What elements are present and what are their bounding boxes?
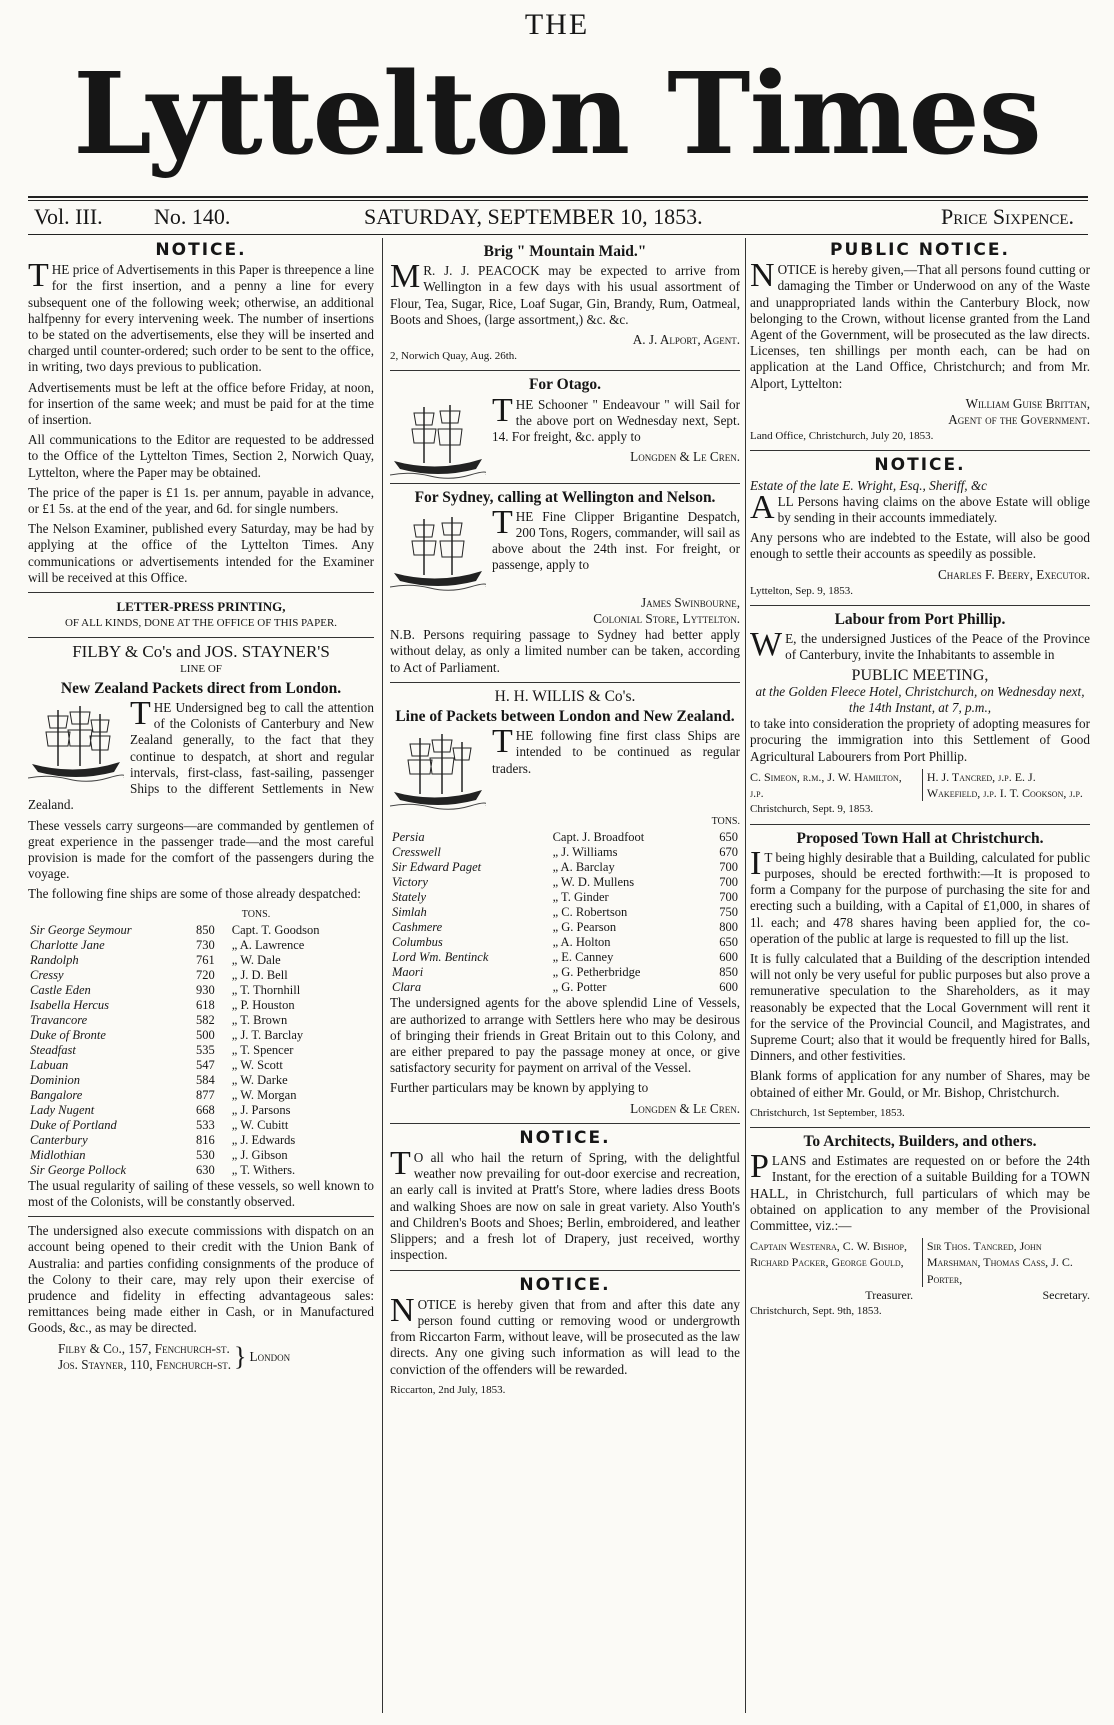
ship-tons: 630 (196, 1162, 215, 1177)
column-2 (390, 240, 740, 1710)
labour-heading: Labour from Port Phillip. (834, 611, 1006, 629)
ship-captain: „ T. Ginder (552, 890, 609, 905)
labour-paragraph: to take into consideration the propriety of adopting measures for procuring the immigration into this Settlement of Good Agricultural Labourers from Port Phillip. (750, 716, 1090, 764)
table-row (28, 1118, 374, 1133)
notice3-date: Riccarton, 2nd July, 1853. (390, 1383, 506, 1396)
willis-heading: H. H. WILLIS & Co's. (494, 687, 636, 705)
ship-engraving-icon (390, 730, 486, 812)
architects-heading: To Architects, Builders, and others. (803, 1132, 1037, 1150)
ship-name: Clara (392, 980, 422, 995)
column-divider-1 (382, 238, 383, 1713)
table-row (28, 1133, 374, 1148)
signature-line: Filby & Co., 157, Fenchurch-st. (58, 1340, 230, 1356)
table-row (28, 1148, 374, 1163)
divider (390, 1123, 740, 1124)
tons-label: TONS. (711, 816, 740, 828)
table-row (28, 1103, 374, 1118)
brig-paragraph: MR. J. J. PEACOCK may be expected to arrive from Wellington in a few days with his usual assortment of Flour, Tea, Sugar, Rice, Loaf Sugar, Gin, Brandy, Rum, Oatmeal, Boots and Shoes, (large assortment,) &c. &c. (390, 258, 740, 327)
estate-paragraph: Any persons who are indebted to the Estate, will also be good enough to settle their accounts as speedily as possible. (750, 530, 1090, 562)
otago-heading: For Otago. (528, 376, 602, 394)
notice2-heading: NOTICE. (519, 1127, 611, 1148)
estate-signature: Charles F. Beery, Executor. (937, 566, 1090, 582)
willis-paragraph: Further particulars may be known by applying to (390, 1080, 649, 1096)
sydney-heading: For Sydney, calling at Wellington and Nelson. (414, 488, 716, 506)
table-row (28, 998, 374, 1013)
ship-name: Labuan (30, 1057, 69, 1072)
ship-captain: Capt. J. Broadfoot (552, 830, 645, 845)
townhall-date: Christchurch, 1st September, 1853. (750, 1106, 905, 1119)
willis-paragraph: THE following fine first class Ships are intended to be continued as regular traders. (492, 723, 740, 776)
masthead-the: THE (524, 8, 590, 41)
willis-paragraph: The undersigned agents for the above splendid Line of Vessels, are authorized to arrange with Settlers here who may be desirous of bringing their friends in Great Britain out to this Colony, and are either prepared to pay the passage money at once, or give satisfactory security for payment on arrival of the Vessel. (390, 995, 740, 1076)
ship-tons: 816 (196, 1132, 215, 1147)
secretary-label: Secretary. (1042, 1287, 1090, 1302)
table-row (28, 1058, 374, 1073)
dateline-rule (28, 234, 1088, 235)
filby-paragraph: The usual regularity of sailing of these vessels, so well known to most of the Colonists, will be constantly observed. (28, 1177, 374, 1209)
architects-date: Christchurch, Sept. 9th, 1853. (750, 1304, 882, 1317)
willis-title: Line of Packets between London and New Zealand. (395, 708, 735, 726)
ship-name: Randolph (30, 952, 79, 967)
notice-paragraph: Advertisements must be left at the office before Friday, at noon, for insertion of the same week; and must be paid for at the time of insertion. (28, 379, 374, 428)
architects-paragraph: PLANS and Estimates are requested on or before the 24th Instant, for the erection of a suitable Building for a TOWN HALL, in Christchurch, full particulars of which may be obtained on application to any member of the Provisional Committee, viz.:— (750, 1148, 1090, 1233)
labour-signatories (750, 769, 1090, 801)
labour-date: Christchurch, Sept. 9, 1853. (750, 803, 874, 816)
letterpress-subheading: OF ALL KINDS, DONE AT THE OFFICE OF THIS PAPER. (64, 617, 338, 630)
ship-captain: „ T. Spencer (231, 1042, 294, 1057)
ship-tons: 584 (196, 1072, 215, 1087)
top-rule (28, 196, 1088, 198)
notice-paragraph: THE price of Advertisements in this Paper is threepence a line for the first insertion, and a penny a line for every subsequent one of the following week; otherwise, an additional halfpenny for every intervening week. The number of insertions to be stated on the advertisements, else they will be inserted and charged until counter-ordered; such order to be sent to the office, in writing, two days previous to publication. (28, 257, 374, 375)
notice3-paragraph: NOTICE is hereby given that from and after this date any person found cutting or removing wood or undergrowth from Riccarton Farm, without leave, will be prosecuted as the law directs. Any one giving such information as will lead to the conviction of the offenders will be rewarded. (390, 1291, 740, 1377)
london-label: London (249, 1348, 291, 1364)
ship-tons: 600 (719, 980, 738, 995)
ship-name: Charlotte Jane (30, 937, 105, 952)
table-row (28, 1088, 374, 1103)
ship-tons: 750 (719, 905, 738, 920)
table-row (390, 845, 740, 860)
table-row (390, 965, 740, 980)
ship-tons: 600 (719, 950, 738, 965)
otago-paragraph: THE Schooner " Endeavour " will Sail for the above port on Wednesday next, Sept. 14. For freight, &c. apply to (492, 391, 740, 445)
public-notice-date: Land Office, Christchurch, July 20, 1853. (750, 430, 934, 443)
sydney-paragraph: THE Fine Clipper Brigantine Despatch, 200 Tons, Rogers, commander, will sail as above about the 24th inst. For freight, or passenge, apply to (492, 503, 740, 573)
divider (28, 592, 374, 593)
ship-captain: „ J. Edwards (231, 1132, 296, 1147)
ship-name: Simlah (392, 905, 427, 920)
table-row (390, 905, 740, 920)
ship-tons: 730 (196, 937, 215, 952)
estate-subheading: Estate of the late E. Wright, Esq., Sheriff, &c (750, 477, 987, 493)
table-row (28, 938, 374, 953)
ship-captain: „ J. Gibson (231, 1147, 288, 1162)
table-row (28, 1013, 374, 1028)
issue-date: SATURDAY, SEPTEMBER 10, 1853. (364, 204, 703, 229)
ship-name: Sir George Seymour (30, 922, 132, 937)
table-row (28, 1073, 374, 1088)
signatories-left: C. Simeon, r.m., J. W. Hamilton, j.p. (750, 769, 902, 801)
sydney-signature: James Swinbourne, (640, 594, 740, 610)
brig-heading: Brig " Mountain Maid." (483, 243, 647, 260)
architects-roles (750, 1287, 1090, 1303)
ship-tons: 761 (196, 952, 215, 967)
filby-line-of: LINE OF (180, 662, 222, 675)
ship-captain: Capt. T. Goodson (231, 922, 320, 937)
ship-name: Bangalore (30, 1087, 83, 1102)
ship-captain: „ W. Morgan (231, 1087, 297, 1102)
ship-name: Duke of Portland (30, 1117, 117, 1132)
table-row (28, 983, 374, 998)
divider (28, 1216, 374, 1217)
ship-captain: „ W. D. Mullens (552, 875, 635, 890)
table-row (390, 920, 740, 935)
table-row (28, 953, 374, 968)
table-row (390, 935, 740, 950)
public-notice-paragraph: NOTICE is hereby given,—That all persons found cutting or damaging the Timber or Underwood on any of the Waste and unappropriated lands within the Canterbury Block, now belonging to the Crown, without license granted from the Land Agent of the Government, will be prosecuted as the law directs. Licenses, ten shillings per month each, can be had on application at the Land Office, Christchurch; and from Mr. Alport, Lyttelton: (750, 257, 1090, 391)
divider (390, 1270, 740, 1271)
ship-name: Castle Eden (30, 982, 91, 997)
ship-tons: 850 (719, 965, 738, 980)
willis-ship-table (390, 830, 740, 995)
ship-tons: 700 (719, 875, 738, 890)
public-notice-signature: William Guise Brittan, (965, 395, 1090, 411)
ship-tons: 720 (196, 967, 215, 982)
filby-paragraph: The undersigned also execute commissions with dispatch on an account being opened to their credit with the Union Bank of Australia: and parties confiding consignments of the produce of the Colony to their care, may rely upon their exercise of prudence and fidelity in effecting advantageous sales: remittances being made either in Cash, or in Manufactured Goods, &c., as may be directed. (28, 1223, 374, 1336)
ship-name: Cressy (30, 967, 64, 982)
table-row (390, 950, 740, 965)
ship-name: Victory (392, 875, 428, 890)
ship-tons: 800 (719, 920, 738, 935)
ship-tons: 930 (196, 982, 215, 997)
ship-tons: 500 (196, 1027, 215, 1042)
ship-name: Duke of Bronte (30, 1027, 106, 1042)
divider (750, 450, 1090, 451)
ship-captain: „ A. Holton (552, 935, 611, 950)
willis-signature: Longden & Le Cren. (630, 1100, 740, 1116)
ship-tons: 877 (196, 1087, 215, 1102)
ship-captain: „ W. Darke (231, 1072, 288, 1087)
divider (390, 682, 740, 683)
labour-location: at the Golden Fleece Hotel, Christchurch, on Wednesday next, the 14th Instant, at 7, p.m., (755, 683, 1085, 716)
ship-tons: 547 (196, 1057, 215, 1072)
ship-name: Cresswell (392, 845, 441, 860)
table-row (28, 1028, 374, 1043)
divider (28, 637, 374, 638)
issue-number: No. 140. (154, 204, 231, 229)
brig-date: 2, Norwich Quay, Aug. 26th. (390, 350, 517, 363)
treasurer-label: Treasurer. (865, 1287, 914, 1302)
public-notice-heading: PUBLIC NOTICE. (830, 240, 1010, 260)
notice-heading: NOTICE. (155, 240, 247, 260)
table-row (390, 980, 740, 995)
ship-name: Cashmere (392, 920, 443, 935)
ship-captain: „ J. D. Bell (231, 967, 288, 982)
table-row (390, 830, 740, 845)
table-row (28, 968, 374, 983)
filby-heading: FILBY & Co's and JOS. STAYNER'S (72, 642, 330, 662)
ship-tons: 850 (196, 922, 215, 937)
notice-paragraph: The price of the paper is £1 1s. per annum, payable in advance, or £1 5s. at the end of the year, and 6d. for single numbers. (28, 484, 374, 517)
ship-name: Persia (392, 830, 425, 845)
labour-meeting: PUBLIC MEETING, (851, 666, 989, 684)
townhall-heading: Proposed Town Hall at Christchurch. (796, 829, 1044, 847)
architects-committee (750, 1238, 1090, 1287)
ship-engraving-icon (390, 399, 486, 481)
divider (750, 824, 1090, 825)
table-row (28, 1163, 374, 1178)
filby-signature: Filby & Co., 157, Fenchurch-st. Jos. Stayner, 110, Fenchurch-st. } London (58, 1340, 291, 1372)
divider (750, 1127, 1090, 1128)
ship-name: Sir George Pollock (30, 1162, 127, 1177)
sydney-signature: Colonial Store, Lyttelton. (593, 611, 740, 627)
committee-right: Sir Thos. Tancred, John Marshman, Thomas Cass, J. C. Porter, (922, 1238, 1090, 1287)
price: Price Sixpence. (941, 204, 1074, 229)
ship-captain: „ G. Petherbridge (552, 965, 641, 980)
ship-captain: „ E. Canney (552, 950, 614, 965)
ship-name: Isabella Hercus (30, 997, 110, 1012)
ship-captain: „ W. Cubitt (231, 1117, 289, 1132)
filby-paragraph: THE Undersigned beg to call the attention of the Colonists of Canterbury and New Zealand generally, to the fact that they continue to despatch, at short and regular intervals, first-class, fast-sailing, passenger Ships to the different Settlements in New Zealand. (28, 695, 374, 813)
ship-tons: 530 (196, 1147, 215, 1162)
otago-signature: Longden & Le Cren. (630, 449, 740, 465)
ship-tons: 700 (719, 890, 738, 905)
labour-paragraph: WE, the undersigned Justices of the Peace of the Province of Canterbury, invite the Inhabitants to assemble in (750, 626, 1090, 664)
ship-tons: 700 (719, 860, 738, 875)
ship-captain: „ P. Houston (231, 997, 295, 1012)
ship-captain: „ T. Thornhill (231, 982, 301, 997)
table-row (390, 860, 740, 875)
divider (390, 483, 740, 484)
tons-label: TONS. (241, 908, 271, 920)
table-row (28, 1043, 374, 1058)
ship-tons: 650 (719, 935, 738, 950)
signature-line: Jos. Stayner, 110, Fenchurch-st. (58, 1356, 232, 1372)
ship-tons: 650 (719, 830, 738, 845)
ship-name: Midlothian (30, 1147, 86, 1162)
ship-name: Lord Wm. Bentinck (392, 950, 489, 965)
divider (750, 605, 1090, 606)
ship-engraving-icon (28, 702, 124, 784)
column-3 (750, 240, 1090, 1710)
ship-name: Maori (392, 965, 424, 980)
ship-name: Travancore (30, 1012, 88, 1027)
filby-paragraph: These vessels carry surgeons—are commanded by gentlemen of great experience in the passenger trade—and the most careful provision is made for the comfort of the passengers during the voyage. (28, 817, 374, 882)
ship-captain: „ C. Robertson (552, 905, 628, 920)
filby-paragraph: The following fine ships are some of those already despatched: (28, 886, 361, 902)
dateline (34, 204, 1084, 234)
townhall-paragraph: It is fully calculated that a Building of the description intended will not only be very useful for public purposes but also prove a remunerative speculation to the Shareholders, as it may reasonably be expected that the Local Government will rent it for the service of the Provincial Council, and Magistrates, and Supreme Court; also that it would be frequently hired for Balls, Dinners, and other festivities. (750, 950, 1090, 1064)
brig-signature: A. J. Alport, Agent. (632, 332, 740, 348)
ship-name: Canterbury (30, 1132, 88, 1147)
ship-tons: 535 (196, 1042, 215, 1057)
ship-name: Dominion (30, 1072, 80, 1087)
column-1 (28, 240, 374, 1710)
ship-tons: 670 (719, 845, 738, 860)
ship-tons: 618 (196, 997, 215, 1012)
committee-left: Captain Westenra, C. W. Bishop, Richard Packer, George Gould, (750, 1239, 907, 1270)
sydney-note: N.B. Persons requiring passage to Sydney had better apply without delay, as only a limited number can be taken, according to Act of Parliament. (390, 627, 740, 675)
ship-captain: „ T. Withers. (231, 1162, 296, 1177)
table-row (390, 875, 740, 890)
public-notice-signature: Agent of the Government. (948, 412, 1090, 428)
ship-captain: „ A. Barclay (552, 860, 615, 875)
ship-name: Stately (392, 890, 427, 905)
letterpress-heading: LETTER-PRESS PRINTING, (116, 599, 286, 615)
ship-captain: „ T. Brown (231, 1012, 288, 1027)
notice-paragraph: All communications to the Editor are requested to be addressed to the Office of the Lyttelton Times, Section 2, Norwich Quay, Lyttelton, where the Paper may be obtained. (28, 432, 374, 480)
townhall-paragraph: Blank forms of application for any number of Shares, may be obtained of either Mr. Gould, or Mr. Bishop, Christchurch. (750, 1068, 1090, 1100)
ship-name: Lady Nugent (30, 1102, 95, 1117)
ship-captain: „ G. Potter (552, 980, 607, 995)
column-divider-2 (745, 238, 746, 1713)
townhall-paragraph: IT being highly desirable that a Building, calculated for public purposes, should be erected forthwith:—It is proposed to form a Company for the purpose of purchasing the site for and erecting such a building, with a Capital of £1,000, in shares of 1l. each; and 478 shares having been applied for, the co-operation of the public at large is requested to fill up the list. (750, 844, 1090, 946)
filby-title: New Zealand Packets direct from London. (60, 679, 342, 697)
ship-captain: „ J. T. Barclay (231, 1027, 304, 1042)
estate-date: Lyttelton, Sep. 9, 1853. (750, 584, 853, 597)
ship-engraving-icon (390, 511, 486, 593)
filby-ship-table (28, 923, 374, 1178)
top-rule-thin (28, 200, 1088, 201)
divider (390, 370, 740, 371)
notice3-heading: NOTICE. (519, 1274, 611, 1295)
table-row (390, 890, 740, 905)
ship-name: Sir Edward Paget (392, 860, 482, 875)
ship-tons: 533 (196, 1117, 215, 1132)
ship-tons: 668 (196, 1102, 215, 1117)
ship-captain: „ A. Lawrence (231, 937, 305, 952)
signatories-right: H. J. Tancred, j.p. E. J. Wakefield, j.p. I. T. Cookson, j.p. (922, 769, 1090, 801)
ship-captain: „ W. Dale (231, 952, 281, 967)
ship-tons: 582 (196, 1012, 215, 1027)
notice-paragraph: The Nelson Examiner, published every Saturday, may be had by applying at the office of the Lyttelton Times. Any communications or advertisements intended for the Examiner will be received at this Office. (28, 521, 374, 585)
ship-name: Steadfast (30, 1042, 76, 1057)
volume: Vol. III. (34, 204, 103, 229)
estate-heading: NOTICE. (874, 455, 966, 476)
ship-captain: „ J. Williams (552, 845, 618, 860)
notice2-paragraph: TO all who hail the return of Spring, with the delightful weather now prevailing for out-door exercise and recreation, an early call is invited at Pratt's Store, where ladies dress Boots and walking Shoes are now on sale in great variety. Also Youth's and Children's Boots and Shoes; Berlin, embroidered, and leather Slippers; and a fresh lot of Drapery, just received, worthy inspection. (390, 1145, 740, 1263)
ship-captain: „ G. Pearson (552, 920, 617, 935)
table-row (28, 923, 374, 938)
masthead-title: Lyttelton Times (73, 49, 1041, 180)
estate-paragraph: ALL Persons having claims on the above Estate will oblige by sending in their accounts immediately. (750, 488, 1090, 526)
ship-captain: „ W. Scott (231, 1057, 283, 1072)
ship-name: Columbus (392, 935, 443, 950)
ship-captain: „ J. Parsons (231, 1102, 291, 1117)
